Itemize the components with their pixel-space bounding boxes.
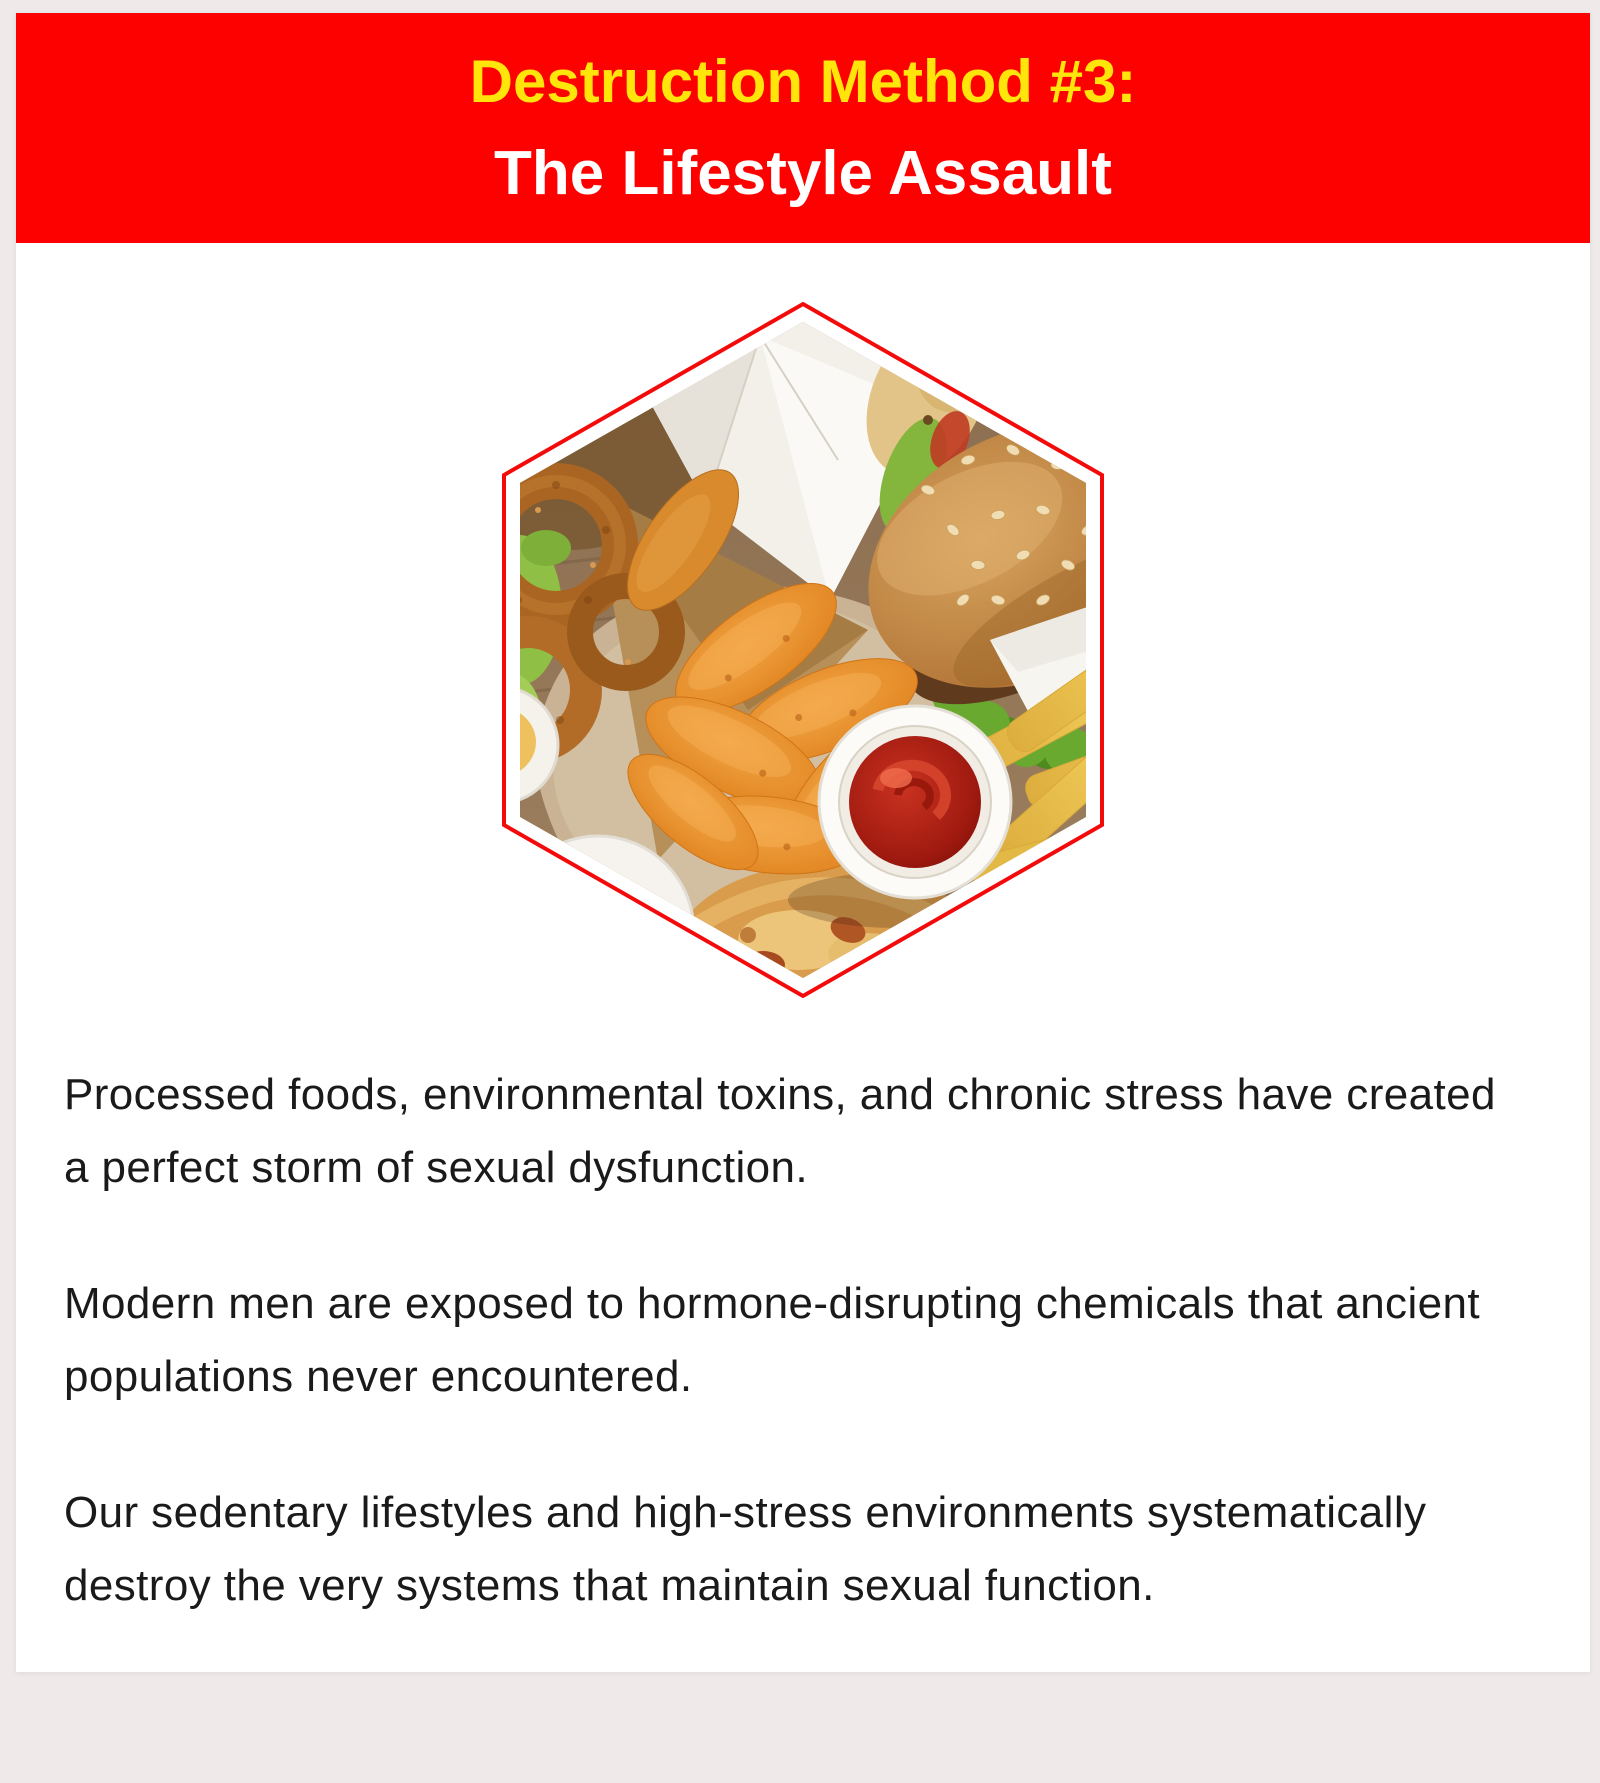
body-paragraph: Processed foods, environmental toxins, and chronic stress have created a perfect storm of sexual dysfunction. bbox=[64, 1070, 1496, 1192]
banner-title-line2: The Lifestyle Assault bbox=[494, 139, 1112, 208]
header-banner bbox=[16, 13, 1590, 243]
food-photo-scene bbox=[498, 300, 1108, 1000]
hexagon-food-image bbox=[498, 300, 1108, 1000]
body-paragraph: Our sedentary lifestyles and high-stress environments systematically destroy the very systems that maintain sexual function. bbox=[64, 1488, 1427, 1610]
banner-title-line1: Destruction Method #3: bbox=[469, 48, 1137, 115]
body-copy bbox=[16, 1000, 1590, 1622]
content-card bbox=[16, 13, 1590, 1672]
body-paragraph: Modern men are exposed to hormone-disrupting chemicals that ancient populations never encountered. bbox=[64, 1279, 1481, 1401]
page bbox=[0, 13, 1600, 1783]
